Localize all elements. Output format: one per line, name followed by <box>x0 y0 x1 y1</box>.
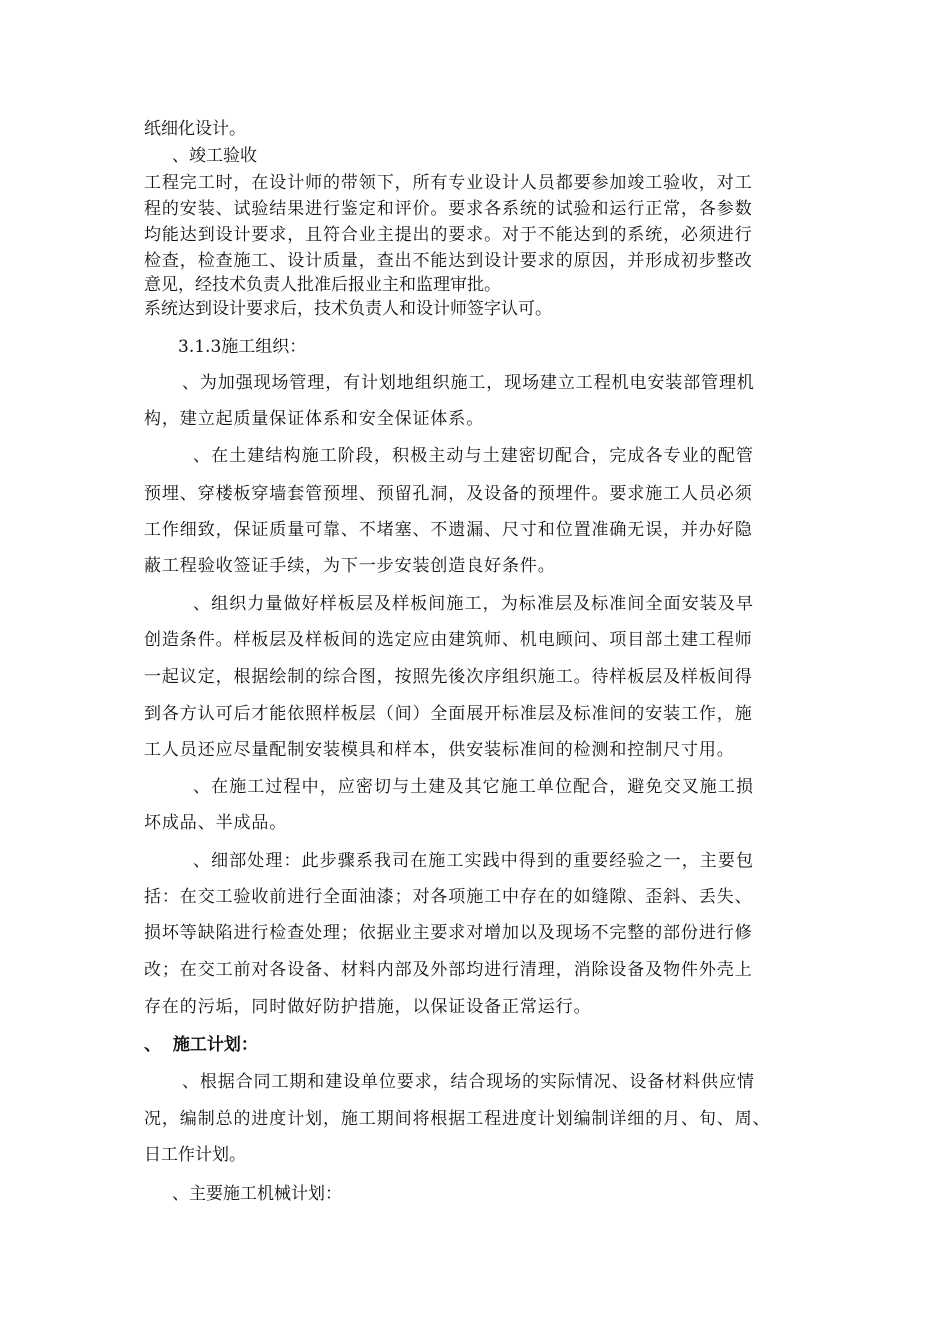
text-line: 创造条件。样板层及样板间的选定应由建筑师、机电顾问、项目部土建工程师 <box>144 630 753 650</box>
section-heading: 、主要施工机械计划： <box>172 1184 342 1204</box>
text-line: 蔽工程验收签证手续，为下一步安装创造良好条件。 <box>144 556 556 576</box>
text-line: 工人员还应尽量配制安装模具和样本，供安装标准间的检测和控制尺寸用。 <box>144 740 735 760</box>
text-line: 况，编制总的进度计划，施工期间将根据工程进度计划编制详细的月、旬、周、 <box>144 1109 771 1129</box>
text-line: 检查，检查施工、设计质量，查出不能达到设计要求的原因，并形成初步整改 <box>144 251 753 271</box>
text-line: 、细部处理：此步骤系我司在施工实践中得到的重要经验之一，主要包 <box>193 851 755 871</box>
text-line: 括：在交工验收前进行全面油漆；对各项施工中存在的如缝隙、歪斜、丢失、 <box>144 887 753 907</box>
text-line: 系统达到设计要求后，技术负责人和设计师签字认可。 <box>144 299 552 319</box>
text-line: 工作细致，保证质量可靠、不堵塞、不遗漏、尺寸和位置准确无误，并办好隐 <box>144 520 753 540</box>
section-heading: 、 施工计划： <box>144 1035 258 1055</box>
text-line: 程的安装、试验结果进行鉴定和评价。要求各系统的试验和运行正常，各参数 <box>144 199 753 219</box>
text-line: 一起议定，根据绘制的综合图，按照先後次序组织施工。待样板层及样板间得 <box>144 667 753 687</box>
text-line: 工程完工时，在设计师的带领下，所有专业设计人员都要参加竣工验收，对工 <box>144 173 753 193</box>
text-line: 均能达到设计要求，且符合业主提出的要求。对于不能达到的系统，必须进行 <box>144 225 753 245</box>
text-line: 纸细化设计。 <box>144 119 246 139</box>
section-heading: 3.1.3施工组织： <box>178 337 307 357</box>
text-line: 日工作计划。 <box>144 1145 246 1165</box>
text-line: 坏成品、半成品。 <box>144 813 288 833</box>
text-line: 、为加强现场管理，有计划地组织施工，现场建立工程机电安装部管理机 <box>182 373 755 393</box>
text-line: 构，建立起质量保证体系和安全保证体系。 <box>144 409 485 429</box>
text-line: 意见，经技术负责人批准后报业主和监理审批。 <box>144 275 501 295</box>
text-line: 、根据合同工期和建设单位要求，结合现场的实际情况、设备材料供应情 <box>182 1072 755 1092</box>
text-line: 、组织力量做好样板层及样板间施工，为标准层及标准间全面安装及早 <box>193 594 755 614</box>
text-line: 改；在交工前对各设备、材料内部及外部均进行清理，消除设备及物件外壳上 <box>144 960 753 980</box>
text-line: 、竣工验收 <box>172 146 257 166</box>
text-line: 预埋、穿楼板穿墙套管预埋、预留孔洞，及设备的预埋件。要求施工人员必须 <box>144 484 753 504</box>
text-line: 到各方认可后才能依照样板层（间）全面展开标准层及标准间的安装工作，施 <box>144 704 753 724</box>
text-line: 、在施工过程中，应密切与土建及其它施工单位配合，避免交叉施工损 <box>193 777 755 797</box>
text-line: 损坏等缺陷进行检查处理；依据业主要求对增加以及现场不完整的部份进行修 <box>144 923 753 943</box>
text-line: 、在土建结构施工阶段，积极主动与土建密切配合，完成各专业的配管 <box>193 446 755 466</box>
text-line: 存在的污垢，同时做好防护措施，以保证设备正常运行。 <box>144 997 592 1017</box>
